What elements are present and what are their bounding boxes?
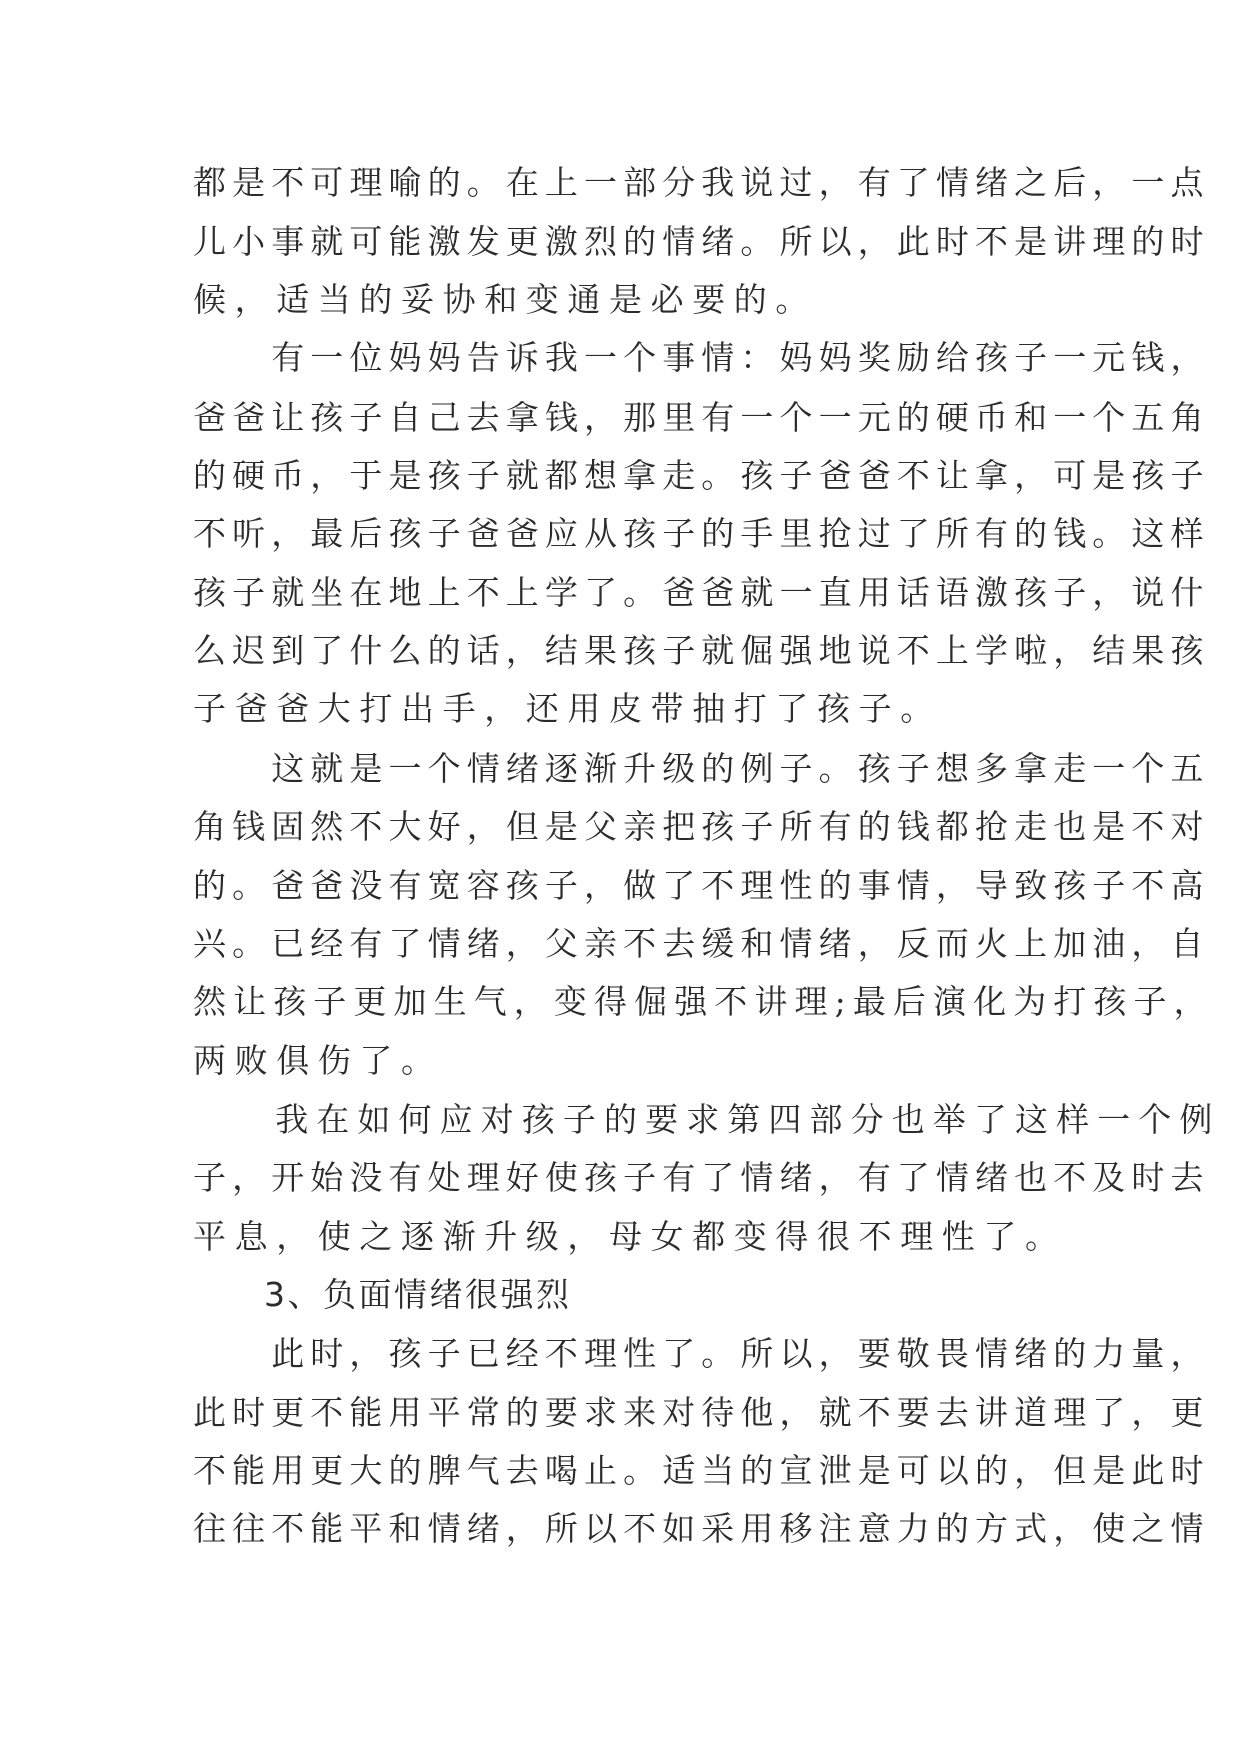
text-line: 然让孩子更加生气，变得倔强不讲理;最后演化为打孩子， [193, 982, 1214, 1021]
text-line: 的。爸爸没有宽容孩子，做了不理性的事情，导致孩子不高 [193, 866, 1210, 905]
text-line: 儿小事就可能激发更激烈的情绪。所以，此时不是讲理的时 [193, 222, 1210, 261]
paragraph-first-line: 有一位妈妈告诉我一个事情：妈妈奖励给孩子一元钱， [193, 338, 1210, 377]
text-line: 兴。已经有了情绪，父亲不去缓和情绪，反而火上加油，自 [193, 924, 1210, 963]
text-line: 往往不能平和情绪，所以不如采用移注意力的方式，使之情 [193, 1509, 1210, 1548]
text-line: 都是不可理喻的。在上一部分我说过，有了情绪之后，一点 [193, 163, 1210, 202]
text-line: 的硬币，于是孩子就都想拿走。孩子爸爸不让拿，可是孩子 [193, 456, 1210, 495]
text-line: 爸爸让孩子自己去拿钱，那里有一个一元的硬币和一个五角 [193, 398, 1210, 437]
text-line: 角钱固然不大好，但是父亲把孩子所有的钱都抢走也是不对 [193, 807, 1210, 846]
text-line: 子爸爸大打出手，还用皮带抽打了孩子。 [193, 689, 942, 728]
text-line: 不能用更大的脾气去喝止。适当的宣泄是可以的，但是此时 [193, 1451, 1210, 1490]
paragraph-first-line: 此时，孩子已经不理性了。所以，要敬畏情绪的力量， [193, 1334, 1210, 1373]
text-line: 么迟到了什么的话，结果孩子就倔强地说不上学啦，结果孩 [193, 631, 1210, 670]
text-line: 两败俱伤了。 [193, 1041, 443, 1080]
text-line: 候，适当的妥协和变通是必要的。 [193, 280, 817, 319]
paragraph-first-line: 这就是一个情绪逐渐升级的例子。孩子想多拿走一个五 [193, 749, 1210, 788]
text-line: 平息，使之逐渐升级，母女都变得很不理性了。 [193, 1217, 1067, 1256]
text-line: 此时更不能用平常的要求来对待他，就不要去讲道理了，更 [193, 1393, 1210, 1432]
text-line: 孩子就坐在地上不上学了。爸爸就一直用话语激孩子，说什 [193, 573, 1210, 612]
text-line: 子，开始没有处理好使孩子有了情绪，有了情绪也不及时去 [193, 1158, 1210, 1197]
section-heading: 3、负面情绪很强烈 [193, 1275, 572, 1314]
paragraph-first-line: 我在如何应对孩子的要求第四部分也举了这样一个例 [193, 1100, 1221, 1139]
text-line: 不听，最后孩子爸爸应从孩子的手里抢过了所有的钱。这样 [193, 514, 1210, 553]
